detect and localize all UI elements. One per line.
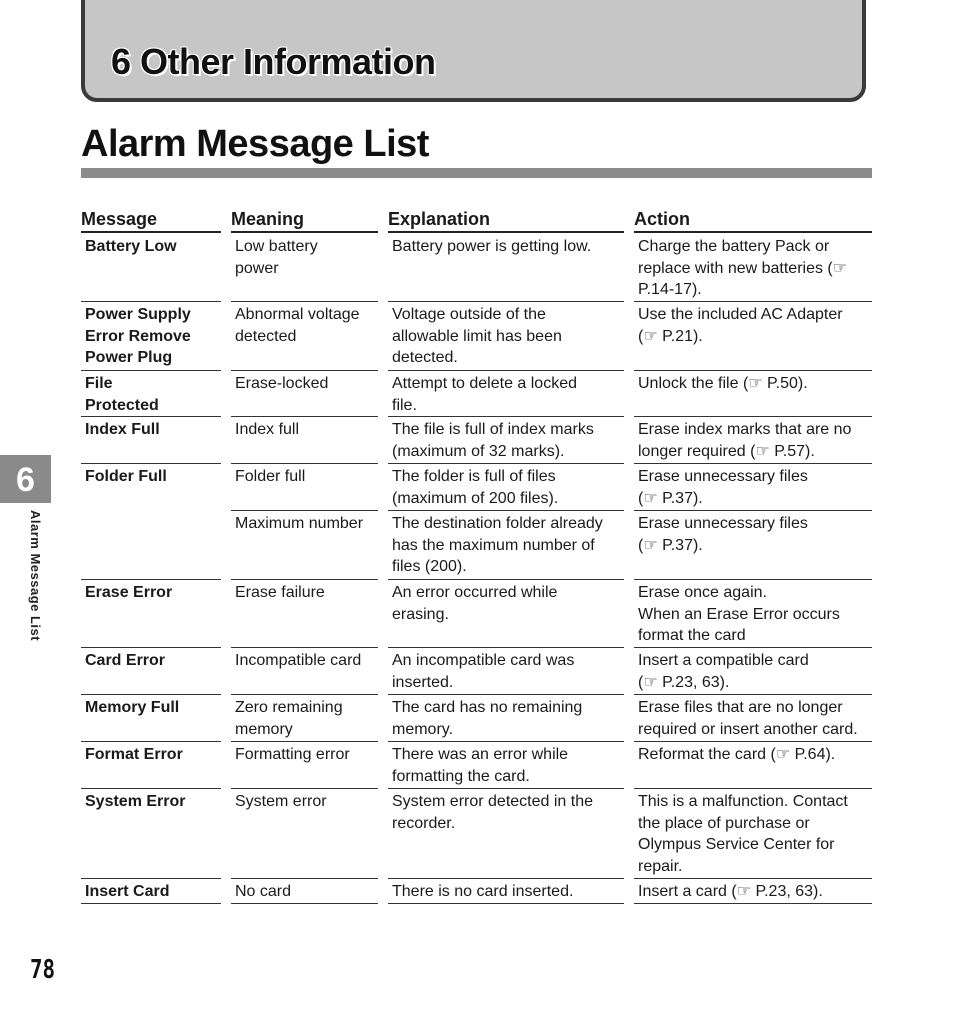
table-cell-meaning: Incompatible card xyxy=(231,650,378,695)
table-cell-action: Reformat the card (☞ P.64). xyxy=(634,744,872,789)
table-cell-action: Unlock the file (☞ P.50). xyxy=(634,373,872,417)
table-cell-meaning: System error xyxy=(231,791,378,879)
table-cell-meaning: Zero remaining memory xyxy=(231,697,378,742)
table-cell-message xyxy=(81,513,221,580)
table-cell-explanation: System error detected in the recorder. xyxy=(388,791,624,879)
table-cell-meaning: Erase failure xyxy=(231,582,378,648)
table-cell-message: Format Error xyxy=(81,744,221,789)
table-cell-explanation: An error occurred while erasing. xyxy=(388,582,624,648)
table-cell-meaning: Abnormal voltage detected xyxy=(231,304,378,371)
table-cell-explanation: Attempt to delete a locked file. xyxy=(388,373,624,417)
table-cell-message: Card Error xyxy=(81,650,221,695)
chapter-tab: 6 xyxy=(0,455,51,503)
table-cell-action: Erase once again. When an Erase Error occurs format the card xyxy=(634,582,872,648)
table-cell-explanation: There is no card inserted. xyxy=(388,881,624,904)
table-cell-message: Battery Low xyxy=(81,236,221,302)
chapter-banner xyxy=(81,0,866,102)
table-cell-explanation: The destination folder already has the maximum number of files (200). xyxy=(388,513,624,580)
table-cell-meaning: Low battery power xyxy=(231,236,378,302)
table-cell-action: Erase files that are no longer required or insert another card. xyxy=(634,697,872,742)
table-cell-message: File Protected xyxy=(81,373,221,417)
table-cell-message: System Error xyxy=(81,791,221,879)
table-cell-explanation: Voltage outside of the allowable limit has been detected. xyxy=(388,304,624,371)
table-cell-action: Insert a card (☞ P.23, 63). xyxy=(634,881,872,904)
column-header-explanation: Explanation xyxy=(388,207,624,233)
table-cell-action: Erase unnecessary files (☞ P.37). xyxy=(634,466,872,511)
table-cell-explanation: The card has no remaining memory. xyxy=(388,697,624,742)
page-number: 78 xyxy=(30,955,56,985)
chapter-title: 6 Other Information xyxy=(111,41,436,82)
chapter-tab-label: Alarm Message List xyxy=(28,510,43,642)
table-cell-action: Use the included AC Adapter (☞ P.21). xyxy=(634,304,872,371)
table-cell-message: Index Full xyxy=(81,419,221,464)
table-cell-meaning: Folder full xyxy=(231,466,378,511)
table-cell-message: Insert Card xyxy=(81,881,221,904)
table-cell-explanation: The folder is full of files (maximum of 200 files). xyxy=(388,466,624,511)
table-cell-message: Erase Error xyxy=(81,582,221,648)
table-cell-action: Erase unnecessary files (☞ P.37). xyxy=(634,513,872,580)
column-header-action: Action xyxy=(634,207,872,233)
table-cell-action: This is a malfunction. Contact the place of purchase or Olympus Service Center for repair. xyxy=(634,791,872,879)
table-cell-meaning: Maximum number xyxy=(231,513,378,580)
table-cell-message: Memory Full xyxy=(81,697,221,742)
title-rule xyxy=(81,168,872,178)
table-cell-meaning: No card xyxy=(231,881,378,904)
table-cell-explanation: Battery power is getting low. xyxy=(388,236,624,302)
table-cell-meaning: Erase-locked xyxy=(231,373,378,417)
table-cell-explanation: There was an error while formatting the card. xyxy=(388,744,624,789)
page-title: Alarm Message List xyxy=(81,123,429,165)
table-cell-explanation: The file is full of index marks (maximum of 32 marks). xyxy=(388,419,624,464)
table-cell-action: Charge the battery Pack or replace with new batteries (☞ P.14-17). xyxy=(634,236,872,302)
table-cell-explanation: An incompatible card was inserted. xyxy=(388,650,624,695)
table-cell-action: Erase index marks that are no longer required (☞ P.57). xyxy=(634,419,872,464)
column-header-meaning: Meaning xyxy=(231,207,378,233)
table-cell-action: Insert a compatible card (☞ P.23, 63). xyxy=(634,650,872,695)
table-cell-message: Power Supply Error Remove Power Plug xyxy=(81,304,221,371)
table-cell-meaning: Formatting error xyxy=(231,744,378,789)
column-header-message: Message xyxy=(81,207,221,233)
table-cell-message: Folder Full xyxy=(85,468,167,485)
table-cell-meaning: Index full xyxy=(231,419,378,464)
